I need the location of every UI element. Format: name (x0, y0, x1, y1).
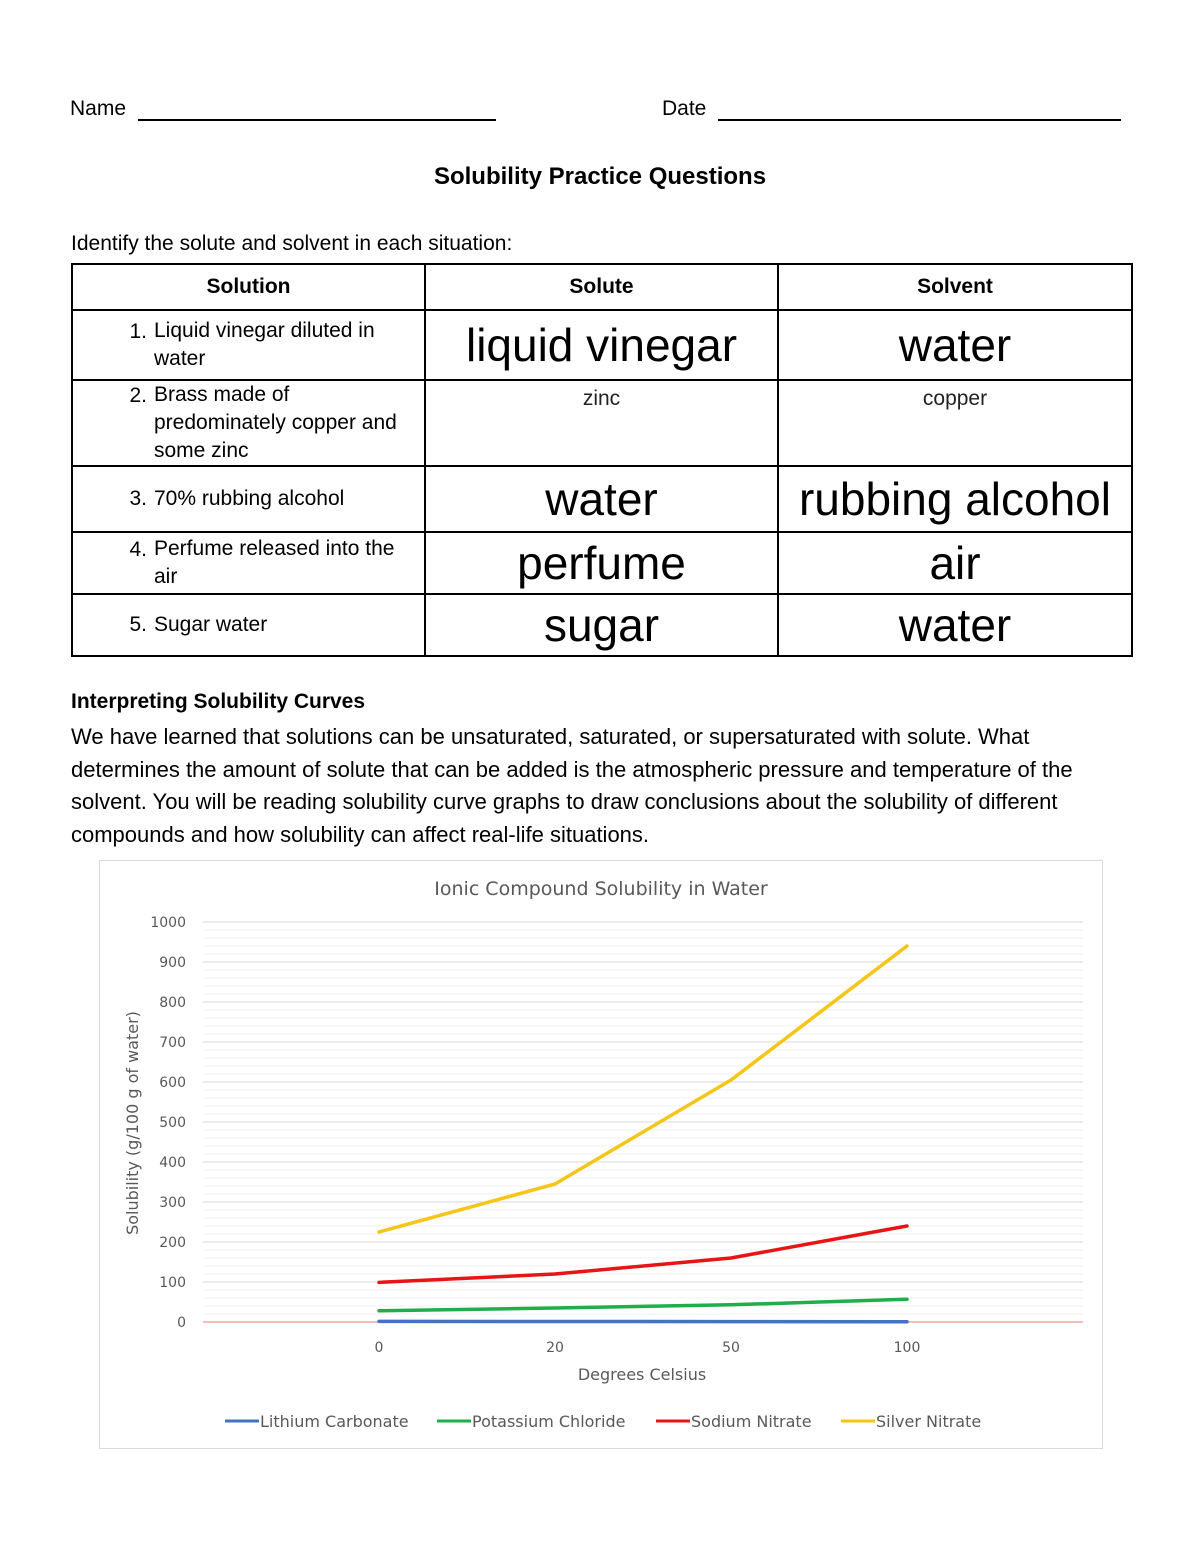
solute-answer[interactable]: sugar (425, 594, 778, 656)
col-header-solute: Solute (425, 264, 778, 310)
solvent-answer[interactable]: rubbing alcohol (778, 466, 1132, 532)
y-tick-label: 200 (159, 1235, 186, 1251)
col-header-solution: Solution (72, 264, 425, 310)
solubility-chart (100, 861, 1102, 1448)
solution-cell (72, 380, 425, 466)
y-tick-label: 500 (159, 1115, 186, 1131)
solvent-answer[interactable]: water (778, 594, 1132, 656)
x-axis-label: Degrees Celsius (577, 1365, 707, 1384)
chart-frame (99, 860, 1103, 1449)
solvent-answer[interactable]: water (778, 310, 1132, 380)
section-paragraph: We have learned that solutions can be unsaturated, saturated, or supersaturated with solute. What determines the amount of solute that can be added is the atmospheric pressure and temperature of the solvent. You will be reading solubility curve graphs to draw conclusions about the solubility of different compounds and how solubility can affect real-life situations. (71, 724, 1073, 847)
legend-label: Sodium Nitrate (691, 1412, 812, 1431)
series-line-silver-nitrate (379, 946, 907, 1232)
section-heading: Interpreting Solubility Curves (71, 690, 366, 713)
solution-text: Brass made of predominately copper and some zinc (154, 383, 397, 462)
solution-cell (72, 310, 425, 380)
x-tick-label: 0 (374, 1340, 384, 1356)
col-header-solvent: Solvent (778, 264, 1132, 310)
table-row (72, 310, 1132, 380)
gridlines (203, 922, 1083, 1322)
y-axis-label: Solubility (g/100 g of water) (123, 1011, 142, 1235)
solution-cell (72, 532, 425, 594)
y-tick-label: 300 (159, 1195, 186, 1211)
chart-title: Ionic Compound Solubility in Water (434, 878, 768, 900)
y-tick-label: 900 (159, 955, 186, 971)
question-number: 1. (129, 320, 147, 343)
x-axis-ticks (375, 1340, 921, 1356)
solution-cell (72, 466, 425, 532)
solvent-answer[interactable]: air (778, 532, 1132, 594)
y-tick-label: 1000 (150, 915, 186, 931)
solute-solvent-table (71, 263, 1133, 657)
name-field[interactable] (138, 119, 496, 121)
table-row (72, 466, 1132, 532)
table-row (72, 532, 1132, 594)
solute-answer[interactable]: zinc (425, 380, 778, 466)
solution-cell (72, 594, 425, 656)
legend-label: Lithium Carbonate (260, 1412, 409, 1431)
date-label: Date (662, 97, 707, 120)
solution-text: Perfume released into the air (154, 537, 395, 588)
y-axis-ticks (150, 915, 186, 1331)
legend-label: Silver Nitrate (876, 1412, 982, 1431)
table-row (72, 380, 1132, 466)
solute-answer[interactable]: liquid vinegar (425, 310, 778, 380)
x-tick-label: 50 (722, 1340, 740, 1356)
solution-text: 70% rubbing alcohol (154, 487, 345, 510)
y-tick-label: 400 (159, 1155, 186, 1171)
name-label: Name (70, 97, 127, 120)
question-number: 5. (129, 613, 147, 636)
series-line-potassium-chloride (379, 1299, 907, 1311)
chart-legend (225, 1412, 981, 1431)
legend-label: Potassium Chloride (472, 1412, 626, 1431)
y-tick-label: 600 (159, 1075, 186, 1091)
table-header-row (72, 264, 1132, 310)
y-tick-label: 0 (177, 1315, 186, 1331)
solution-text: Liquid vinegar diluted in water (154, 319, 375, 370)
solvent-answer[interactable]: copper (778, 380, 1132, 466)
instructions: Identify the solute and solvent in each situation: (71, 232, 513, 255)
question-number: 2. (129, 384, 147, 407)
y-tick-label: 800 (159, 995, 186, 1011)
question-number: 4. (129, 538, 147, 561)
x-tick-label: 20 (546, 1340, 564, 1356)
solute-answer[interactable]: perfume (425, 532, 778, 594)
page-title: Solubility Practice Questions (433, 163, 767, 190)
date-field[interactable] (718, 119, 1121, 121)
y-tick-label: 100 (159, 1275, 186, 1291)
table-row (72, 594, 1132, 656)
solute-answer[interactable]: water (425, 466, 778, 532)
question-number: 3. (129, 487, 147, 510)
solution-text: Sugar water (154, 613, 268, 636)
x-tick-label: 100 (893, 1340, 921, 1356)
y-tick-label: 700 (159, 1035, 186, 1051)
